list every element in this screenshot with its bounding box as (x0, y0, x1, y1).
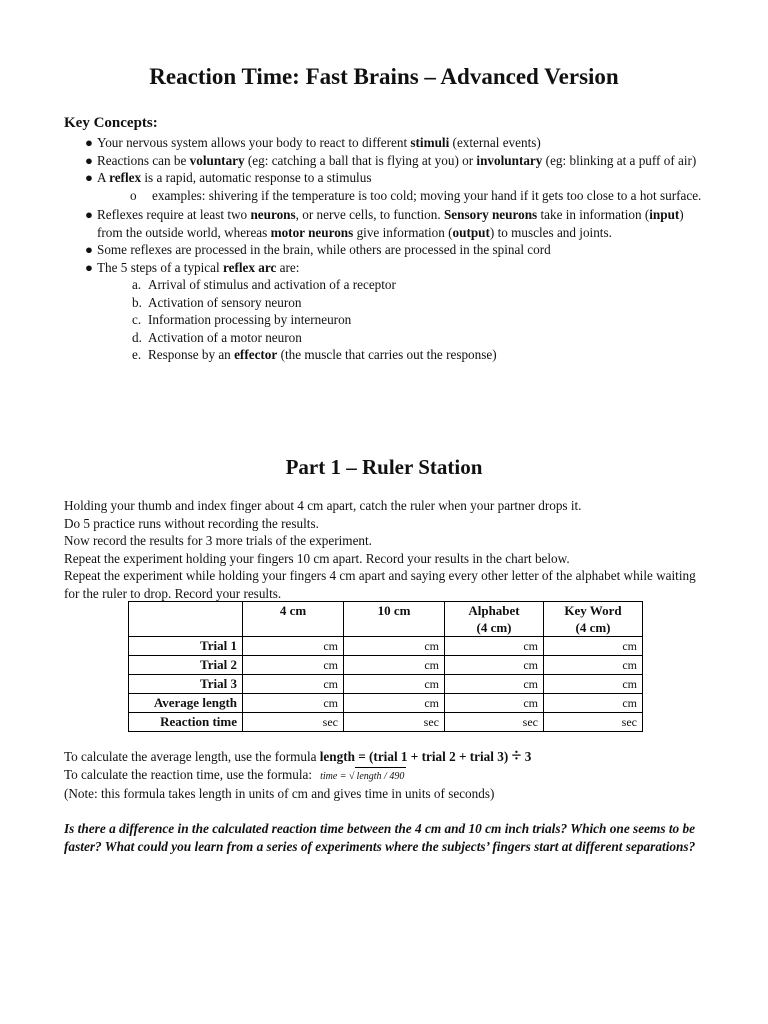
input-cell[interactable]: cm (544, 637, 643, 656)
table-row: Average length cm cm cm cm (129, 694, 643, 713)
step-item: e. Response by an effector (the muscle that carries out the response) (132, 347, 497, 362)
table-row: Reaction time sec sec sec sec (129, 713, 643, 732)
reaction-formula: To calculate the reaction time, use the formula: time = √ length / 490 (64, 766, 714, 786)
input-cell[interactable]: cm (544, 656, 643, 675)
input-cell[interactable]: cm (445, 675, 544, 694)
key-concepts-list (82, 134, 702, 364)
step-item: b. Activation of sensory neuron (132, 294, 302, 310)
bullet-item: ● The 5 steps of a typical reflex arc are: (85, 259, 300, 275)
page-title: Reaction Time: Fast Brains – Advanced Version (149, 64, 619, 89)
bullet-icon: ● (85, 170, 93, 185)
input-cell[interactable]: cm (243, 694, 344, 713)
input-cell[interactable]: sec (344, 713, 445, 732)
sub-bullet-item: o examples: shivering if the temperature is too cold; moving your hand if it gets too close to a hot surface. (130, 187, 702, 203)
bullet-icon: ● (85, 259, 93, 275)
input-cell[interactable]: cm (344, 637, 445, 656)
average-formula: To calculate the average length, use the formula length = (trial 1 + trial 2 + trial 3) ÷ 3 (64, 745, 532, 765)
col-header: 4 cm (243, 602, 344, 637)
col-header: 10 cm (344, 602, 445, 637)
bullet-item: ● A reflex is a rapid, automatic response to a stimulus (85, 170, 372, 185)
input-cell[interactable]: cm (243, 675, 344, 694)
input-cell[interactable]: cm (243, 656, 344, 675)
table-header-row (129, 602, 643, 637)
input-cell[interactable]: sec (544, 713, 643, 732)
step-item: c. Information processing by interneuron (132, 312, 352, 327)
table-row: Trial 3 cm cm cm cm (129, 675, 643, 694)
input-cell[interactable]: sec (445, 713, 544, 732)
input-cell[interactable]: cm (445, 656, 544, 675)
key-concepts-heading: Key Concepts: (64, 115, 158, 131)
input-cell[interactable]: cm (243, 637, 344, 656)
part1-heading: Part 1 – Ruler Station (285, 455, 483, 479)
circle-bullet-icon: o (130, 187, 137, 203)
bullet-item: ● Reactions can be voluntary (eg: catching a ball that is flying at you) or involuntary (eg: blinking at a puff of air) (85, 152, 697, 168)
discussion-question: Is there a difference in the calculated reaction time between the 4 cm and 10 cm inch trials? Which one seems to be faster? What could you learn from a series of experiments where the subjects’ fingers start at different separations? (64, 821, 696, 854)
bullet-item: ● Reflexes require at least two neurons, or nerve cells, to function. Sensory neurons take in information (input) from the outside world, whereas motor neurons give information (output) to muscles and joints. (85, 207, 684, 240)
math-formula: time = √ length / 490 (320, 771, 406, 782)
bullet-icon: ● (85, 152, 93, 168)
input-cell[interactable]: cm (344, 675, 445, 694)
results-table (128, 601, 643, 732)
instructions: Holding your thumb and index finger about 4 cm apart, catch the ruler when your partner drops it. Do 5 practice runs without recording the results. Now record the results for 3 more trials of the experiment. Repeat the experiment holding your fingers 10 cm apart. Record your results in the chart below. Repeat the experiment while holding your fingers 4 cm apart and saying every other letter of the alphabet while waiting for the ruler to drop. Record your results. (64, 498, 696, 601)
table-row: Trial 2 cm cm cm cm (129, 656, 643, 675)
formula-note: (Note: this formula takes length in units of cm and gives time in units of seconds) (64, 786, 495, 801)
input-cell[interactable]: cm (544, 694, 643, 713)
divide-icon: ÷ (511, 745, 522, 765)
formulas (64, 747, 714, 803)
input-cell[interactable]: cm (344, 694, 445, 713)
bullet-icon: ● (85, 242, 93, 257)
input-cell[interactable]: cm (445, 637, 544, 656)
step-item: a. Arrival of stimulus and activation of a receptor (132, 277, 396, 292)
bullet-item: ● Some reflexes are processed in the brain, while others are processed in the spinal cord (85, 242, 551, 257)
table-row: Trial 1 cm cm cm cm (129, 637, 643, 656)
input-cell[interactable]: cm (344, 656, 445, 675)
input-cell[interactable]: sec (243, 713, 344, 732)
col-header: Key Word (4 cm) (544, 602, 643, 637)
bullet-icon: ● (85, 207, 93, 222)
bullet-icon: ● (85, 135, 93, 150)
input-cell[interactable]: cm (445, 694, 544, 713)
col-header: Alphabet (4 cm) (445, 602, 544, 637)
bullet-item: ● Your nervous system allows your body to react to different stimuli (external events) (85, 135, 541, 150)
step-item: d. Activation of a motor neuron (132, 329, 302, 345)
input-cell[interactable]: cm (544, 675, 643, 694)
